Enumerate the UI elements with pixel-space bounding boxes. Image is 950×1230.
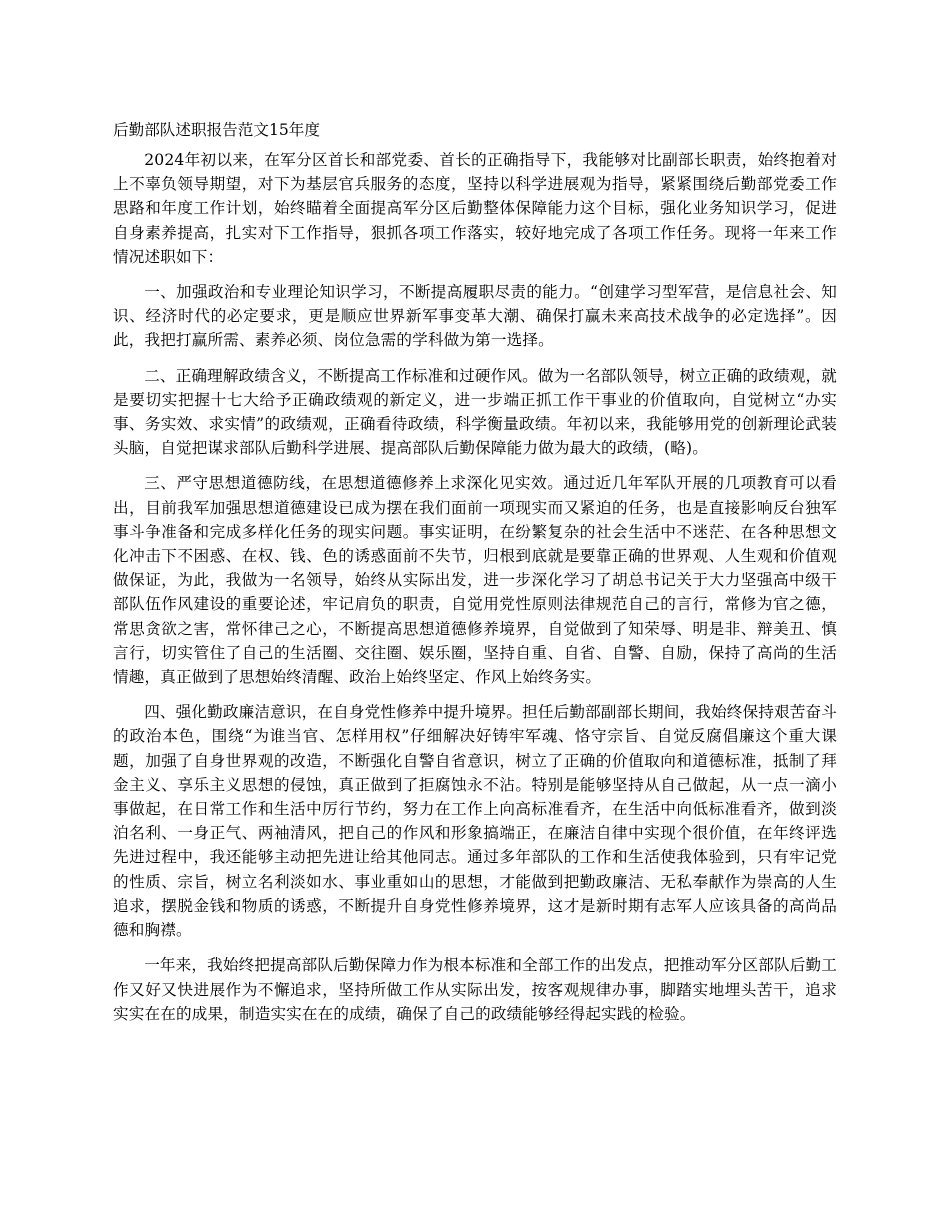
paragraph-section-2: 二、正确理解政绩含义，不断提高工作标准和过硬作风。做为一名部队领导，树立正确的政绩观，就是要切实把握十七大给予正确政绩观的新定义，进一步端正抓工作干事业的价值取向，自觉树立“办实事、务实效、求实情”的政绩观，正确看待政绩，科学衡量政绩。年初以来，我能够用党的创新理论武装头脑，自觉把谋求部队后勤科学进展、提高部队后勤保障能力做为最大的政绩，(略)。	[113, 366, 837, 458]
paragraph-intro: 2024年初以来，在军分区首长和部党委、首长的正确指导下，我能够对比副部长职责，始终抱着对上不辜负领导期望，对下为基层官兵服务的态度，坚持以科学进展观为指导，紧紧围绕后勤部党委工作思路和年度工作计划，始终瞄着全面提高军分区后勤整体保障能力这个目标，强化业务知识学习，促进自身素养提高，扎实对下工作指导，狠抓各项工作落实，较好地完成了各项工作任务。现将一年来工作情况述职如下：	[113, 151, 837, 266]
paragraph-section-4: 四、强化勤政廉洁意识，在自身党性修养中提升境界。担任后勤部副部长期间，我始终保持艰苦奋斗的政治本色，围绕“为谁当官、怎样用权”仔细解决好铸牢军魂、恪守宗旨、自觉反腐倡廉这个重大课题，加强了自身世界观的改造，不断强化自警自省意识，树立了正确的价值取向和道德标准，抵制了拜金主义、享乐主义思想的侵蚀，真正做到了拒腐蚀永不沾。特别是能够坚持从自己做起，从一点一滴小事做起，在日常工作和生活中厉行节约，努力在工作上向高标准看齐，在生活中向低标准看齐，做到淡泊名利、一身正气、两袖清风，把自己的作风和形象搞端正，在廉洁自律中实现个很价值，在年终评选先进过程中，我还能够主动把先进让给其他同志。通过多年部队的工作和生活使我体验到，只有牢记党的性质、宗旨，树立名利淡如水、事业重如山的思想，才能做到把勤政廉洁、无私奉献作为崇高的人生追求，摆脱金钱和物质的诱惑，不断提升自身党性修养境界，这才是新时期有志军人应该具备的高尚品德和胸襟。	[113, 703, 837, 940]
paragraph-conclusion: 一年来，我始终把提高部队后勤保障力作为根本标准和全部工作的出发点，把推动军分区部队后勤工作又好又快进展作为不懈追求，坚持所做工作从实际出发，按客观规律办事，脚踏实地埋头苦干，追求实实在在的成果，制造实实在在的成绩，确保了自己的政绩能够经得起实践的检验。	[113, 956, 837, 1023]
document-page	[113, 118, 837, 1037]
document-title: 后勤部队述职报告范文15年度	[113, 121, 320, 139]
paragraph-section-3: 三、严守思想道德防线，在思想道德修养上求深化见实效。通过近几年军队开展的几项教育可以看出，目前我军加强思想道德建设已成为摆在我们面前一项现实而又紧迫的任务，也是直接影响反台独军事斗争准备和完成多样化任务的现实问题。事实证明，在纷繁复杂的社会生活中不迷茫、在各种思想文化冲击下不困惑、在权、钱、色的诱惑面前不失节，归根到底就是要靠正确的世界观、人生观和价值观做保证，为此，我做为一名领导，始终从实际出发，进一步深化学习了胡总书记关于大力坚强高中级干部队伍作风建设的重要论述，牢记肩负的职责，自觉用党性原则法律规范自己的言行，常修为官之德，常思贪欲之害，常怀律己之心，不断提高思想道德修养境界，自觉做到了知荣辱、明是非、辩美丑、慎言行，切实管住了自己的生活圈、交往圈、娱乐圈，坚持自重、自省、自警、自励，保持了高尚的生活情趣，真正做到了思想始终清醒、政治上始终坚定、作风上始终务实。	[113, 474, 837, 687]
paragraph-section-1: 一、加强政治和专业理论知识学习，不断提高履职尽责的能力。“创建学习型军营，是信息社会、知识、经济时代的必定要求，更是顺应世界新军事变革大潮、确保打赢未来高技术战争的必定选择”。因此，我把打赢所需、素养必须、岗位急需的学科做为第一选择。	[113, 283, 837, 350]
